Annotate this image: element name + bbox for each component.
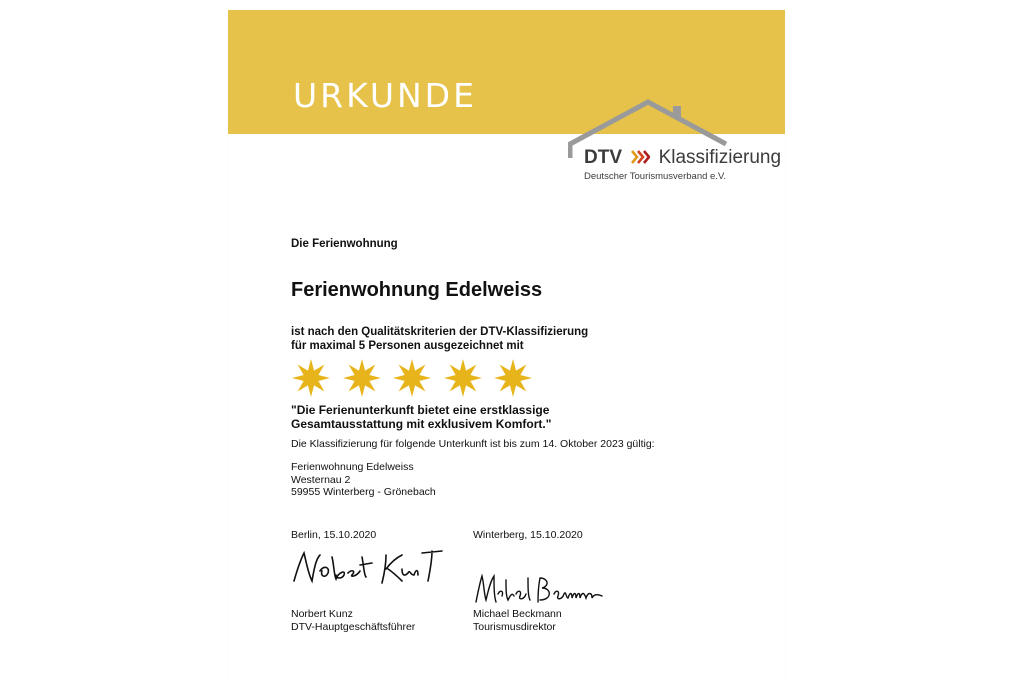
property-address — [291, 461, 436, 499]
logo-brand: DTV — [584, 147, 622, 168]
certificate-document — [228, 10, 785, 683]
signer-left — [291, 608, 415, 633]
logo-subtitle: Deutscher Tourismusverband e.V. — [584, 171, 727, 182]
star-icon — [342, 358, 382, 398]
signer-left-title: DTV-Hauptgeschäftsführer — [291, 620, 416, 633]
signer-right — [473, 608, 562, 633]
criteria-text — [291, 325, 588, 353]
certificate-title: URKUNDE — [293, 76, 477, 115]
logo-chevrons-icon — [630, 150, 650, 164]
star-icon — [493, 358, 533, 398]
star-icon — [291, 358, 331, 398]
address-line-2: Westernau 2 — [291, 473, 351, 486]
quote-line-2: Gesamtausstattung mit exklusivem Komfort." — [291, 417, 552, 431]
validity-text: Die Klassifizierung für folgende Unterkunft ist bis zum 14. Oktober 2023 gültig: — [291, 438, 655, 450]
logo-name: Klassifizierung — [658, 147, 782, 168]
property-name: Ferienwohnung Edelweiss — [291, 279, 543, 301]
quote-line-1: "Die Ferienunterkunft bietet eine erstklassige — [291, 403, 550, 417]
signer-right-name: Michael Beckmann — [473, 608, 562, 620]
address-line-1: Ferienwohnung Edelweiss — [291, 461, 414, 473]
star-icon — [392, 358, 432, 398]
signature-norbert-kunz — [290, 547, 450, 589]
dtv-logo-wordmark — [584, 147, 781, 169]
criteria-line-1: ist nach den Qualitätskriterien der DTV-Klassifizierung — [291, 326, 589, 338]
signer-right-title: Tourismusdirektor — [473, 620, 556, 633]
signer-left-name: Norbert Kunz — [291, 608, 353, 620]
rating-quote — [291, 403, 551, 431]
address-line-3: 59955 Winterberg - Grönebach — [291, 486, 436, 498]
property-type-label: Die Ferienwohnung — [291, 238, 398, 250]
star-icon — [443, 358, 483, 398]
star-rating — [291, 358, 544, 398]
signature-michael-beckmann — [472, 572, 607, 606]
place-date-berlin: Berlin, 15.10.2020 — [291, 529, 377, 541]
criteria-line-2: für maximal 5 Personen ausgezeichnet mit — [291, 340, 524, 352]
place-date-winterberg: Winterberg, 15.10.2020 — [473, 529, 583, 541]
